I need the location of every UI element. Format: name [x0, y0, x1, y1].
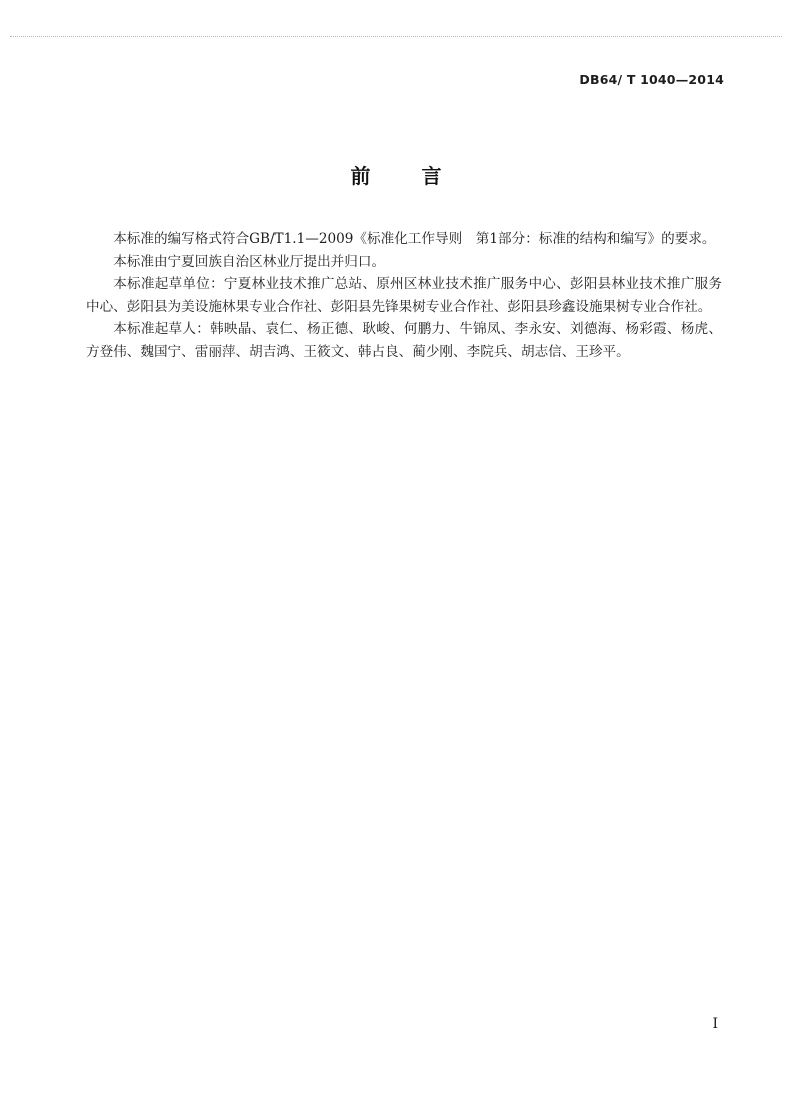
header-rule: [10, 36, 782, 37]
page-title: 前 言: [350, 164, 464, 188]
page-number: I: [712, 1016, 718, 1032]
foreword-body: [86, 228, 722, 363]
standard-code: DB64/ T 1040—2014: [579, 72, 724, 87]
paragraph-proposer: 本标准由宁夏回族自治区林业厅提出并归口。: [113, 253, 386, 270]
paragraph-format: 本标准的编写格式符合GB/T1.1—2009《标准化工作导则 第1部分：标准的结构和编写》的要求。: [113, 231, 716, 247]
paragraph-drafting-units: 本标准起草单位：宁夏林业技术推广总站、原州区林业技术推广服务中心、彭阳县林业技术推广服务中心、彭阳县为美设施林果专业合作社、彭阳县先锋果树专业合作社、彭阳县珍鑫设施果树专业合作社。: [86, 276, 722, 315]
paragraph-drafters: 本标准起草人：韩映晶、袁仁、杨正德、耿峻、何鹏力、牛锦凤、李永安、刘德海、杨彩霞、杨虎、方登伟、魏国宁、雷丽萍、胡吉鸿、王筱文、韩占良、蔺少刚、李院兵、胡志信、王珍平。: [86, 321, 722, 360]
